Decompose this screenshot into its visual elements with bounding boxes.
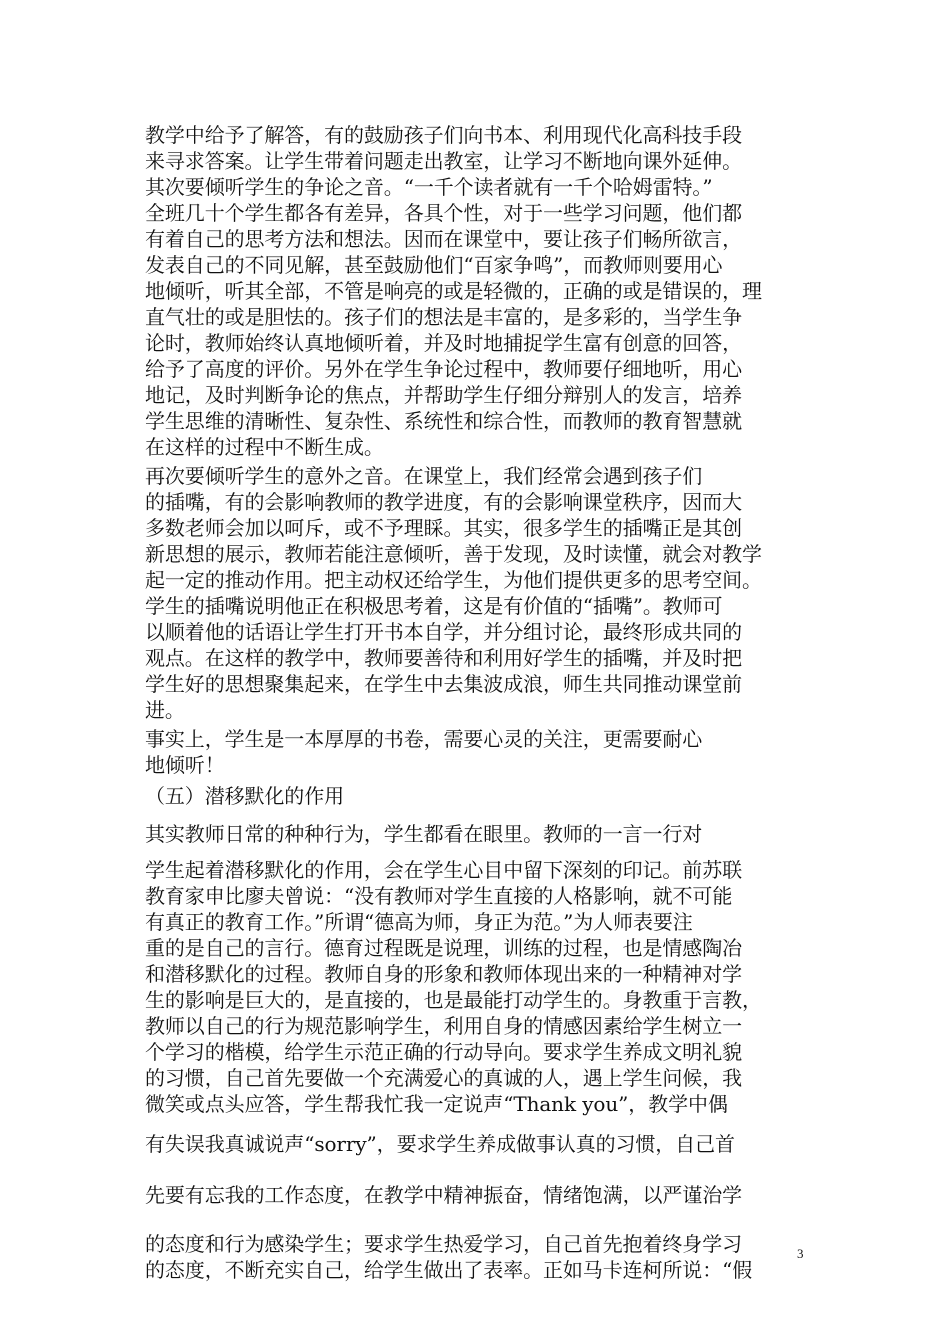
text-line: 教育家申比廖夫曾说：“没有教师对学生直接的人格影响，就不可能 [145,884,733,908]
text-line: 学生起着潜移默化的作用，会在学生心目中留下深刻的印记。前苏联 [145,858,742,882]
text-line: 学生思维的清晰性、复杂性、系统性和综合性，而教师的教育智慧就 [145,409,742,433]
text-line: 个学习的楷模，给学生示范正确的行动导向。要求学生养成文明礼貌 [145,1040,742,1064]
text-line: （五）潜移默化的作用 [145,784,344,808]
text-line: 和潜移默化的过程。教师自身的形象和教师体现出来的一种精神对学 [145,962,742,986]
text-line: 发表自己的不同见解，甚至鼓励他们“百家争鸣”，而教师则要用心 [145,253,723,277]
text-line: 的态度和行为感染学生；要求学生热爱学习，自己首先抱着终身学习 [145,1232,742,1256]
text-line: 重的是自己的言行。德育过程既是说理，训练的过程，也是情感陶冶 [145,936,742,960]
text-line: 直气壮的或是胆怯的。孩子们的想法是丰富的，是多彩的，当学生争 [145,305,742,329]
text-line: 全班几十个学生都各有差异，各具个性，对于一些学习问题，他们都 [145,201,742,225]
text-line: 先要有忘我的工作态度，在教学中精神振奋，情绪饱满，以严谨治学 [145,1183,742,1207]
text-line: 学生的插嘴说明他正在积极思考着，这是有价值的“插嘴”。教师可 [145,594,723,618]
text-line: 起一定的推动作用。把主动权还给学生，为他们提供更多的思考空间。 [145,568,762,592]
text-line: 的插嘴，有的会影响教师的教学进度，有的会影响课堂秩序，因而大 [145,490,742,514]
text-line: 进。 [145,698,185,722]
page-number: 3 [797,1246,804,1261]
text-line: 论时，教师始终认真地倾听着，并及时地捕捉学生富有创意的回答， [145,331,742,355]
text-line: 以顺着他的话语让学生打开书本自学，并分组讨论，最终形成共同的 [145,620,742,644]
text-line: 其次要倾听学生的争论之音。“一千个读者就有一千个哈姆雷特。” [145,175,713,199]
text-line: 有着自己的思考方法和想法。因而在课堂中，要让孩子们畅所欲言， [145,227,742,251]
text-line: 的习惯，自己首先要做一个充满爱心的真诚的人，遇上学生问候，我 [145,1066,742,1090]
text-line: 给予了高度的评价。另外在学生争论过程中，教师要仔细地听，用心 [145,357,742,381]
text-line: 地倾听，听其全部，不管是响亮的或是轻微的，正确的或是错误的，理 [145,279,762,303]
text-line: 地倾听！ [145,753,225,777]
text-line: 多数老师会加以呵斥，或不予理睬。其实，很多学生的插嘴正是其创 [145,516,742,540]
text-line: 新思想的展示，教师若能注意倾听，善于发现，及时读懂，就会对教学 [145,542,762,566]
text-line: 来寻求答案。让学生带着问题走出教室，让学习不断地向课外延伸。 [145,149,742,173]
text-line: 再次要倾听学生的意外之音。在课堂上，我们经常会遇到孩子们 [145,464,703,488]
text-line: 事实上，学生是一本厚厚的书卷，需要心灵的关注，更需要耐心 [145,727,703,751]
text-line: 其实教师日常的种种行为，学生都看在眼里。教师的一言一行对 [145,822,703,846]
text-line: 的态度，不断充实自己，给学生做出了表率。正如马卡连柯所说：“假 [145,1258,753,1282]
text-line: 微笑或点头应答，学生帮我忙我一定说声“Thank you”，教学中偶 [145,1092,728,1116]
text-line: 教学中给予了解答，有的鼓励孩子们向书本、利用现代化高科技手段 [145,123,742,147]
text-line: 生的影响是巨大的，是直接的，也是最能打动学生的。身教重于言教， [145,988,762,1012]
text-line: 有真正的教育工作。”所谓“德高为师，身正为范。”为人师表要注 [145,910,693,934]
text-line: 地记，及时判断争论的焦点，并帮助学生仔细分辩别人的发言，培养 [145,383,742,407]
text-line: 观点。在这样的教学中，教师要善待和利用好学生的插嘴，并及时把 [145,646,742,670]
text-line: 学生好的思想聚集起来，在学生中去集波成浪，师生共同推动课堂前 [145,672,742,696]
text-line: 有失误我真诚说声“sorry”，要求学生养成做事认真的习惯，自己首 [145,1132,735,1156]
text-line: 教师以自己的行为规范影响学生，利用自身的情感因素给学生树立一 [145,1014,742,1038]
text-line: 在这样的过程中不断生成。 [145,435,384,459]
